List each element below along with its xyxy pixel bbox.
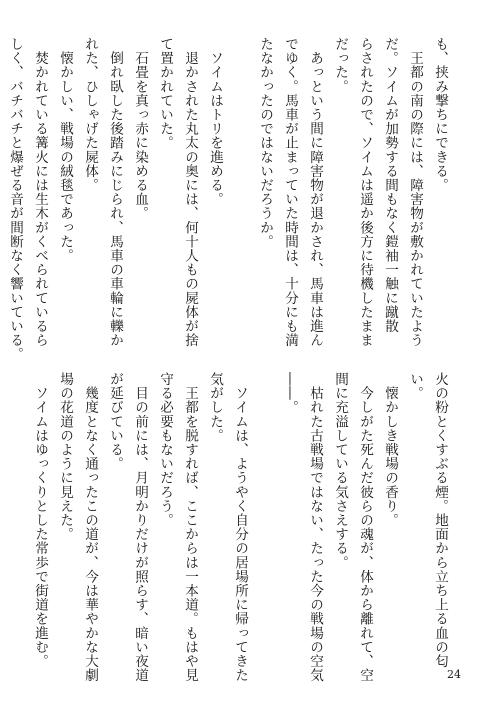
text-line: 懐かしき戦場の香り。 <box>382 372 398 528</box>
text-line: ソイムは、ようやく自分の居場所に帰ってきた <box>232 372 248 683</box>
text-line: 間に充溢している気さえする。 <box>332 372 348 570</box>
text-line: 目の前には、月明かりだけが照らす、暗い夜道 <box>132 372 148 683</box>
text-line: て置かれていた。 <box>157 37 173 150</box>
blank-line <box>227 37 252 345</box>
text-line: だった。 <box>332 37 348 94</box>
text-line: 倒れ臥した後踏みにじられ、馬車の車輪に轢か <box>107 37 123 348</box>
text-line: 王都を脱すれば、ここからは一本道。もはや見 <box>182 372 198 683</box>
text-line: しく、バチバチと爆ぜる音が間断なく響いている。 <box>7 37 23 362</box>
text-line: 幾度となく通ったこの道が、今は華やかな大劇 <box>82 372 98 683</box>
text-line: 石畳を真っ赤に染める血。 <box>132 37 148 221</box>
text-line: 王都の南の際には、障害物が敷かれていたよう <box>407 37 423 348</box>
text-line: 場の花道のように見えた。 <box>57 372 73 542</box>
text-line: たなかったのではないだろうか。 <box>257 37 273 249</box>
text-line: 焚かれている篝火には生木がくべられているら <box>32 37 48 348</box>
text-line: 気がした。 <box>207 372 223 443</box>
text-line: い。 <box>407 372 423 401</box>
text-line: が延びている。 <box>107 372 123 471</box>
text-line: 今しがた死んだ彼らの魂が、体から離れて、空 <box>357 372 373 683</box>
blank-line <box>252 372 277 680</box>
text-line: でゆく。馬車が止まっていた時間は、十分にも満 <box>282 37 298 348</box>
text-line: も、挟み撃ちにできる。 <box>432 37 448 193</box>
text-line: 退かされた丸太の奥には、何十人もの屍体が捨 <box>182 37 198 348</box>
lower-text-block <box>32 372 452 683</box>
text-line: れた、ひしゃげた屍体。 <box>82 37 98 193</box>
text-line: あっという間に障害物が退かされ、馬車は進ん <box>307 37 323 348</box>
text-line: らされたので、ソイムは遥か後方に待機したまま <box>357 37 373 348</box>
text-line: 枯れた古戦場ではない、たった今の戦場の空気 <box>307 372 323 683</box>
text-line: だ。ソイムが加勢する間もなく鎧袖一触に蹴散 <box>382 37 398 334</box>
text-line: 火の粉とくすぶる煙。地面から立ち上る血の匂 <box>432 372 448 669</box>
text-line: ――。 <box>282 372 298 415</box>
text-line: 守る必要もないだろう。 <box>157 372 173 528</box>
upper-text-block <box>7 37 452 362</box>
text-line: ソイムはゆっくりとした常歩で街道を進む。 <box>32 372 48 669</box>
text-line: ソイムはトリを進める。 <box>207 37 223 207</box>
text-line: 懐かしい、戦場の絨毯であった。 <box>57 37 73 263</box>
page-number: 24 <box>447 668 461 681</box>
